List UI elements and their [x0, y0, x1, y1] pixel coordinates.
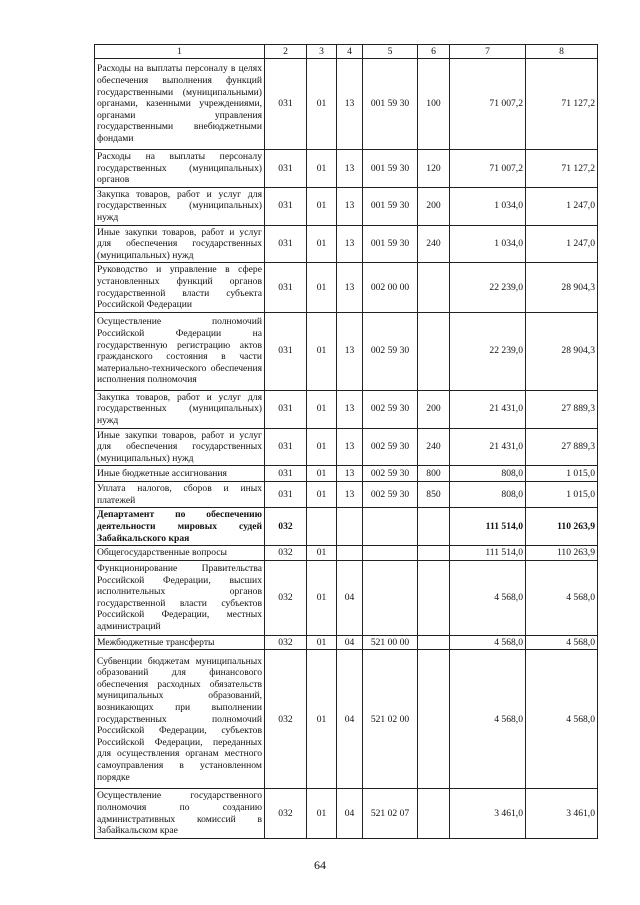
row-value-cell-c8: 1 247,0	[526, 187, 598, 225]
row-value-cell-c3: 01	[307, 150, 337, 188]
row-value-cell-c6: 120	[418, 150, 450, 188]
row-value-cell-c2: 031	[265, 187, 307, 225]
row-value-cell-c6	[418, 508, 450, 546]
header-cell-1: 1	[95, 45, 265, 59]
row-value-cell-c4: 13	[337, 187, 363, 225]
row-value-cell-c8: 28 904,3	[526, 263, 598, 312]
row-value-cell-c4: 13	[337, 59, 363, 150]
row-value-cell-c6: 200	[418, 390, 450, 428]
row-value-cell-c5: 002 59 30	[363, 390, 418, 428]
row-name-cell: Осуществление полномочий Российской Федерации на государственную регистрацию актов гражданского состояния в части материально-технического обеспечения исполнения полномочия	[95, 312, 265, 390]
row-value-cell-c8: 3 461,0	[526, 789, 598, 838]
row-value-cell-c2: 032	[265, 560, 307, 635]
row-value-cell-c7: 4 568,0	[450, 635, 526, 650]
row-value-cell-c6	[418, 263, 450, 312]
row-value-cell-c6	[418, 789, 450, 838]
row-value-cell-c5: 002 59 30	[363, 482, 418, 508]
row-value-cell-c2: 031	[265, 312, 307, 390]
row-value-cell-c3: 01	[307, 466, 337, 482]
row-value-cell-c6: 800	[418, 466, 450, 482]
table-row	[95, 150, 598, 188]
row-value-cell-c6	[418, 546, 450, 561]
row-name-cell: Руководство и управление в сфере установленных функций органов государственной власти субъекта Российской Федерации	[95, 263, 265, 312]
header-cell-6: 6	[418, 45, 450, 59]
row-value-cell-c4: 13	[337, 390, 363, 428]
row-name-cell: Осуществление государственного полномочия по созданию административных комиссий в Забайкальском крае	[95, 789, 265, 838]
budget-table	[94, 44, 598, 839]
row-name-cell: Межбюджетные трансферты	[95, 635, 265, 650]
row-value-cell-c5: 001 59 30	[363, 59, 418, 150]
row-value-cell-c5: 001 59 30	[363, 150, 418, 188]
row-value-cell-c3: 01	[307, 390, 337, 428]
row-value-cell-c2: 031	[265, 225, 307, 263]
row-value-cell-c7: 111 514,0	[450, 546, 526, 561]
row-value-cell-c4: 04	[337, 789, 363, 838]
row-name-cell: Иные бюджетные ассигнования	[95, 466, 265, 482]
row-value-cell-c4: 13	[337, 263, 363, 312]
table-row	[95, 428, 598, 466]
table-row	[95, 187, 598, 225]
row-value-cell-c2: 031	[265, 482, 307, 508]
row-value-cell-c4: 04	[337, 635, 363, 650]
table-row	[95, 508, 598, 546]
row-value-cell-c6: 100	[418, 59, 450, 150]
row-value-cell-c2: 032	[265, 650, 307, 789]
row-name-cell: Иные закупки товаров, работ и услуг для обеспечения государственных (муниципальных) нужд	[95, 428, 265, 466]
row-value-cell-c5: 001 59 30	[363, 187, 418, 225]
header-cell-8: 8	[526, 45, 598, 59]
row-value-cell-c7: 71 007,2	[450, 59, 526, 150]
row-name-cell: Закупка товаров, работ и услуг для государственных (муниципальных) нужд	[95, 390, 265, 428]
row-value-cell-c6: 200	[418, 187, 450, 225]
row-name-cell: Расходы на выплаты персоналу в целях обеспечения выполнения функций государственными (муниципальными) органами, казенными учреждениями, органами управления государственными внебюджетными фондами	[95, 59, 265, 150]
row-value-cell-c8: 110 263,9	[526, 508, 598, 546]
row-value-cell-c8: 4 568,0	[526, 635, 598, 650]
row-value-cell-c8: 1 247,0	[526, 225, 598, 263]
row-value-cell-c8: 1 015,0	[526, 482, 598, 508]
row-name-cell: Департамент по обеспечению деятельности мировых судей Забайкальского края	[95, 508, 265, 546]
row-name-cell: Расходы на выплаты персоналу государственных (муниципальных) органов	[95, 150, 265, 188]
row-value-cell-c7: 808,0	[450, 466, 526, 482]
row-value-cell-c4: 13	[337, 482, 363, 508]
table-row	[95, 789, 598, 838]
row-value-cell-c8: 27 889,3	[526, 390, 598, 428]
row-value-cell-c7: 21 431,0	[450, 428, 526, 466]
row-value-cell-c3: 01	[307, 546, 337, 561]
table-row	[95, 59, 598, 150]
row-value-cell-c4: 13	[337, 225, 363, 263]
row-value-cell-c3: 01	[307, 263, 337, 312]
row-value-cell-c6	[418, 312, 450, 390]
row-value-cell-c6: 850	[418, 482, 450, 508]
row-value-cell-c3: 01	[307, 59, 337, 150]
row-value-cell-c6: 240	[418, 428, 450, 466]
row-value-cell-c5: 521 00 00	[363, 635, 418, 650]
header-row	[95, 45, 598, 59]
row-value-cell-c3: 01	[307, 650, 337, 789]
row-value-cell-c4: 13	[337, 312, 363, 390]
row-value-cell-c8: 1 015,0	[526, 466, 598, 482]
row-value-cell-c4: 04	[337, 560, 363, 635]
row-name-cell: Функционирование Правительства Российской Федерации, высших исполнительных органов государственной власти субъектов Российской Федерации, местных администраций	[95, 560, 265, 635]
table-row	[95, 635, 598, 650]
row-value-cell-c6	[418, 650, 450, 789]
row-value-cell-c3: 01	[307, 187, 337, 225]
row-value-cell-c7: 22 239,0	[450, 263, 526, 312]
row-value-cell-c3: 01	[307, 225, 337, 263]
table-row	[95, 225, 598, 263]
row-value-cell-c8: 28 904,3	[526, 312, 598, 390]
row-value-cell-c8: 27 889,3	[526, 428, 598, 466]
row-value-cell-c2: 031	[265, 263, 307, 312]
table-row	[95, 546, 598, 561]
row-value-cell-c6	[418, 635, 450, 650]
row-value-cell-c5: 521 02 07	[363, 789, 418, 838]
row-value-cell-c5: 001 59 30	[363, 225, 418, 263]
row-value-cell-c7: 21 431,0	[450, 390, 526, 428]
row-value-cell-c4	[337, 546, 363, 561]
row-value-cell-c2: 031	[265, 466, 307, 482]
row-name-cell: Субвенции бюджетам муниципальных образований для финансового обеспечения расходных обязательств муниципальных образований, возникающих при выполнении государственных полномочий Российской Федерации, субъектов Российской Федерации, переданных для осуществления органам местного самоуправления в установленном порядке	[95, 650, 265, 789]
row-value-cell-c3: 01	[307, 789, 337, 838]
row-value-cell-c8: 71 127,2	[526, 150, 598, 188]
row-value-cell-c3: 01	[307, 482, 337, 508]
row-value-cell-c7: 22 239,0	[450, 312, 526, 390]
row-value-cell-c8: 4 568,0	[526, 650, 598, 789]
row-value-cell-c5	[363, 546, 418, 561]
table-row	[95, 263, 598, 312]
row-value-cell-c2: 032	[265, 635, 307, 650]
row-value-cell-c4	[337, 508, 363, 546]
header-cell-7: 7	[450, 45, 526, 59]
row-value-cell-c7: 4 568,0	[450, 650, 526, 789]
row-value-cell-c7: 111 514,0	[450, 508, 526, 546]
row-value-cell-c7: 1 034,0	[450, 225, 526, 263]
row-value-cell-c8: 4 568,0	[526, 560, 598, 635]
row-value-cell-c3: 01	[307, 560, 337, 635]
table-row	[95, 466, 598, 482]
row-value-cell-c4: 13	[337, 466, 363, 482]
header-cell-5: 5	[363, 45, 418, 59]
row-value-cell-c6: 240	[418, 225, 450, 263]
table-row	[95, 482, 598, 508]
row-value-cell-c7: 808,0	[450, 482, 526, 508]
row-value-cell-c3: 01	[307, 635, 337, 650]
row-value-cell-c4: 13	[337, 150, 363, 188]
row-value-cell-c4: 04	[337, 650, 363, 789]
row-name-cell: Закупка товаров, работ и услуг для государственных (муниципальных) нужд	[95, 187, 265, 225]
row-value-cell-c5: 002 59 30	[363, 428, 418, 466]
row-name-cell: Общегосударственные вопросы	[95, 546, 265, 561]
row-value-cell-c3: 01	[307, 312, 337, 390]
row-value-cell-c2: 032	[265, 546, 307, 561]
header-cell-4: 4	[337, 45, 363, 59]
table-row	[95, 312, 598, 390]
row-value-cell-c5: 002 00 00	[363, 263, 418, 312]
row-value-cell-c8: 110 263,9	[526, 546, 598, 561]
table-row	[95, 390, 598, 428]
row-value-cell-c5: 002 59 30	[363, 312, 418, 390]
table-row	[95, 650, 598, 789]
page-number: 64	[314, 858, 326, 872]
row-value-cell-c2: 031	[265, 150, 307, 188]
row-value-cell-c5	[363, 560, 418, 635]
row-name-cell: Уплата налогов, сборов и иных платежей	[95, 482, 265, 508]
table-row	[95, 560, 598, 635]
row-value-cell-c5: 521 02 00	[363, 650, 418, 789]
row-value-cell-c7: 71 007,2	[450, 150, 526, 188]
row-name-cell: Иные закупки товаров, работ и услуг для обеспечения государственных (муниципальных) нужд	[95, 225, 265, 263]
row-value-cell-c3: 01	[307, 428, 337, 466]
row-value-cell-c5: 002 59 30	[363, 466, 418, 482]
row-value-cell-c5	[363, 508, 418, 546]
row-value-cell-c2: 032	[265, 508, 307, 546]
row-value-cell-c7: 4 568,0	[450, 560, 526, 635]
header-cell-3: 3	[307, 45, 337, 59]
row-value-cell-c4: 13	[337, 428, 363, 466]
row-value-cell-c7: 1 034,0	[450, 187, 526, 225]
row-value-cell-c2: 031	[265, 428, 307, 466]
row-value-cell-c2: 031	[265, 59, 307, 150]
row-value-cell-c6	[418, 560, 450, 635]
row-value-cell-c7: 3 461,0	[450, 789, 526, 838]
row-value-cell-c2: 031	[265, 390, 307, 428]
header-cell-2: 2	[265, 45, 307, 59]
row-value-cell-c3	[307, 508, 337, 546]
row-value-cell-c8: 71 127,2	[526, 59, 598, 150]
row-value-cell-c2: 032	[265, 789, 307, 838]
